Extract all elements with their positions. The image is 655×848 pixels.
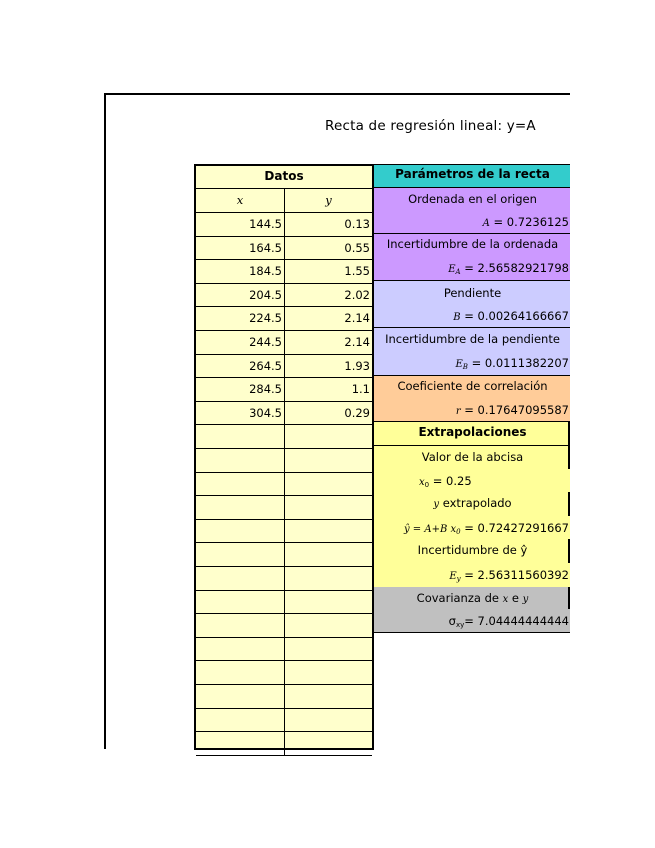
table-row <box>196 732 372 756</box>
frame-left-border <box>104 93 106 749</box>
datos-table <box>194 164 374 750</box>
cell-x <box>196 638 285 661</box>
datos-header-row <box>196 189 372 213</box>
cell-y <box>285 473 372 496</box>
inc-ordenada-block <box>373 234 570 281</box>
cell-y: 1.55 <box>344 264 370 279</box>
parametros-header-label: Parámetros de la recta <box>395 167 550 181</box>
inc-y-label: Incertidumbre de ŷ <box>417 543 528 557</box>
cell-y <box>285 614 372 637</box>
cell-y: 1.1 <box>351 382 370 397</box>
cell-x: 164.5 <box>196 237 285 260</box>
table-row <box>196 496 372 520</box>
abcisa-value: $x_0 = 0.25$ <box>419 474 472 489</box>
table-row <box>196 213 372 237</box>
cell-x <box>196 567 285 590</box>
cell-x: 244.5 <box>196 331 285 354</box>
cell-y: 0.55 <box>344 240 370 255</box>
cell-x <box>196 709 285 732</box>
table-row <box>196 355 372 379</box>
cell-x <box>196 661 285 684</box>
inc-ordenada-value: $E_A = 2.56582921798$ <box>448 261 569 276</box>
cell-y <box>285 520 372 543</box>
cell-x <box>196 520 285 543</box>
y-extrapolado-block <box>373 492 570 539</box>
correlacion-value: r = 0.17647095587 <box>455 403 569 417</box>
cell-y <box>285 449 372 472</box>
extrapolaciones-header <box>373 422 570 446</box>
table-row <box>196 473 372 497</box>
ordenada-block <box>373 188 570 234</box>
cell-y: 0.29 <box>344 405 370 420</box>
correlacion-block <box>373 376 570 422</box>
cell-y: 2.14 <box>344 311 370 326</box>
cell-y <box>285 685 372 708</box>
extrapolaciones-header-label: Extrapolaciones <box>418 425 527 439</box>
table-row <box>196 661 372 685</box>
table-row <box>196 284 372 308</box>
cell-x: 184.5 <box>196 260 285 283</box>
table-row <box>196 709 372 733</box>
cell-x <box>196 732 285 755</box>
cell-x: 224.5 <box>196 307 285 330</box>
inc-pendiente-label: Incertidumbre de la pendiente <box>385 332 560 346</box>
inc-y-value: $E_y = 2.56311560392$ <box>449 568 569 583</box>
cell-x: 144.5 <box>196 213 285 236</box>
table-row <box>196 567 372 591</box>
table-row <box>196 520 372 544</box>
table-row <box>196 638 372 662</box>
table-row <box>196 260 372 284</box>
pendiente-label: Pendiente <box>443 286 502 300</box>
cell-y <box>285 567 372 590</box>
cell-y <box>285 732 372 755</box>
cell-x <box>196 591 285 614</box>
y-extrapolado-value: ŷ = A+B $x_0 = 0.72427291667$ <box>403 521 569 536</box>
cell-y: 2.02 <box>344 287 370 302</box>
table-row <box>196 237 372 261</box>
covarianza-label: Covarianza de x e y <box>416 591 529 605</box>
cell-x <box>196 614 285 637</box>
cell-x: 264.5 <box>196 355 285 378</box>
inc-y-block <box>373 539 570 587</box>
table-row <box>196 307 372 331</box>
parametros-header <box>373 164 570 188</box>
page-title: Recta de regresión lineal: y=A <box>325 118 536 134</box>
cell-y <box>285 543 372 566</box>
datos-title: Datos <box>196 166 372 189</box>
cell-x: 204.5 <box>196 284 285 307</box>
table-row <box>196 685 372 709</box>
cell-y <box>285 591 372 614</box>
table-row <box>196 331 372 355</box>
frame-top-border <box>104 93 570 95</box>
cell-y <box>285 661 372 684</box>
cell-y <box>285 425 372 448</box>
ordenada-value: A = 0.7236125 <box>482 215 569 229</box>
abcisa-block <box>373 446 570 492</box>
column-header-y: y <box>325 193 332 207</box>
abcisa-label: Valor de la abcisa <box>421 450 524 464</box>
pendiente-value: B = 0.00264166667 <box>453 309 569 323</box>
ordenada-label: Ordenada en el origen <box>408 192 537 206</box>
cell-x <box>196 449 285 472</box>
cell-y <box>285 496 372 519</box>
cell-x <box>196 496 285 519</box>
table-row <box>196 425 372 449</box>
cell-x <box>196 543 285 566</box>
cell-x: 304.5 <box>196 402 285 425</box>
cell-y <box>285 709 372 732</box>
table-row <box>196 449 372 473</box>
cell-y <box>285 638 372 661</box>
correlacion-label: Coeficiente de correlación <box>397 379 548 393</box>
cell-y: 0.13 <box>344 217 370 231</box>
inc-pendiente-block <box>373 328 570 376</box>
pendiente-block <box>373 281 570 328</box>
cell-x: 284.5 <box>196 378 285 401</box>
cell-y: 2.14 <box>344 335 370 349</box>
covarianza-value: $\sigma_{xy}= 7.04444444444$ <box>448 614 569 629</box>
covarianza-block <box>373 587 570 633</box>
cell-x <box>196 473 285 496</box>
inc-ordenada-label: Incertidumbre de la ordenada <box>386 237 559 251</box>
table-row <box>196 402 372 426</box>
inc-pendiente-value: $E_B = 0.0111382207$ <box>455 356 569 371</box>
cell-x <box>196 685 285 708</box>
cell-x <box>196 425 285 448</box>
cell-y: 1.93 <box>344 358 370 373</box>
y-extrapolado-label: y extrapolado <box>433 496 512 510</box>
table-row <box>196 378 372 402</box>
table-row <box>196 591 372 615</box>
table-row <box>196 614 372 638</box>
table-row <box>196 543 372 567</box>
column-header-x: x <box>196 189 285 212</box>
